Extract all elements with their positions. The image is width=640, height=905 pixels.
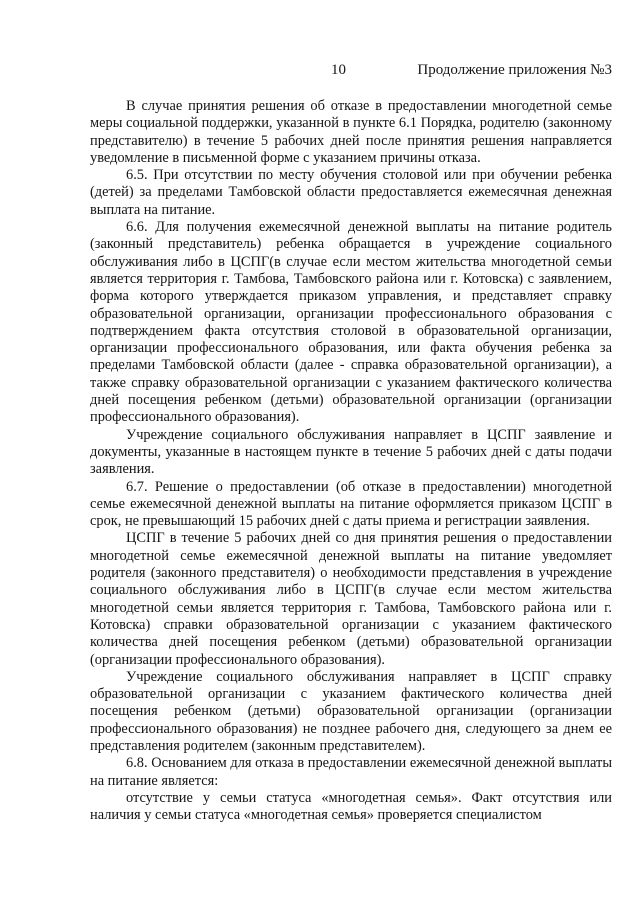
page-number: 10 — [331, 62, 346, 78]
paragraph-6-8-reason: отсутствие у семьи статуса «многодетная семья». Факт отсутствия или наличия у семьи статуса «многодетная семья» проверяется специалистом — [90, 789, 612, 824]
paragraph-6-6-forwarding: Учреждение социального обслуживания направляет в ЦСПГ заявление и документы, указанные в настоящем пункте в течение 5 рабочих дней с даты подачи заявления. — [90, 426, 612, 478]
paragraph-6-8: 6.8. Основанием для отказа в предоставлении ежемесячной денежной выплаты на питание является: — [90, 755, 612, 789]
document-body — [90, 98, 612, 824]
paragraph-6-7: 6.7. Решение о предоставлении (об отказе в предоставлении) многодетной семье ежемесячной денежной выплаты на питание оформляется приказом ЦСПГ в срок, не превышающий 15 рабочих дней с даты приема и регистрации заявления. — [90, 478, 612, 530]
paragraph-6-6: 6.6. Для получения ежемесячной денежной выплаты на питание родитель (законный представитель) ребенка обращается в учреждение социального обслуживания либо в ЦСПГ(в случае если местом жительства многодетной семьи является территория г. Тамбова, Тамбовского района или г. Котовска) с заявлением, форма которого утверждается приказом управления, и представляет справку образовательной организации, организации профессионального образования с подтверждением факта отсутствия столовой в образовательной организации, организации профессионального образования, или факта обучения ребенка за пределами Тамбовской области (далее - справка образовательной организации), а также справку образовательной организации с указанием фактического количества дней посещения ребенком (детьми) образовательной организации (организации профессионального образования). — [90, 219, 612, 426]
page-header — [90, 62, 612, 84]
appendix-continuation-note: Продолжение приложения №3 — [417, 62, 612, 78]
paragraph-6-7-forwarding: Учреждение социального обслуживания направляет в ЦСПГ справку образовательной организации с указанием фактического количества дней посещения ребенком (детьми) образовательной организации (организации профессионального образования) не позднее рабочего дня, следующего за днем ее представления родителем (законным представителем). — [90, 668, 612, 754]
paragraph-6-7-notification: ЦСПГ в течение 5 рабочих дней со дня принятия решения о предоставлении многодетной семье ежемесячной денежной выплаты на питание уведомляет родителя (законного представителя) о необходимости представления в учреждение социального обслуживания либо в ЦСПГ(в случае если местом жительства многодетной семьи является территория г. Тамбова, Тамбовского района или г. Котовска) справки образовательной организации с указанием фактического количества дней посещения ребенком (детьми) образовательной организации (организации профессионального образования). — [90, 530, 612, 668]
paragraph-refusal-notice: В случае принятия решения об отказе в предоставлении многодетной семье меры социальной поддержки, указанной в пункте 6.1 Порядка, родителю (законному представителю) в течение 5 рабочих дней после принятия решения направляется уведомление в письменной форме с указанием причины отказа. — [90, 98, 612, 166]
paragraph-6-5: 6.5. При отсутствии по месту обучения столовой или при обучении ребенка (детей) за пределами Тамбовской области предоставляется ежемесячная денежная выплата на питание. — [90, 167, 612, 218]
